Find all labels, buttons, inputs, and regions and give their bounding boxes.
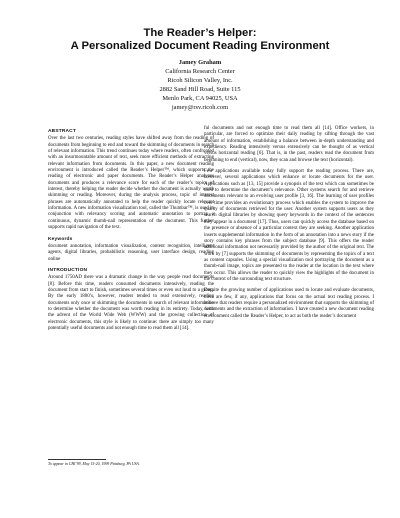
right-paragraph-3: Despite the growing number of applications used to locate and evaluate documents, there are few, if any, applications that focus on the actual text reading process. I believe that readers require a personalized environment that supports the skimming of documents and the extraction of information. I have created a new document reading environment called the Reader’s Helper, to act as both the reader’s document <box>204 288 374 319</box>
right-paragraph-1: ful documents and not enough time to read them all [14]. Office workers, in particular, are forced to optimize their daily reading by sifting through the vast amount of information, establishing a balance between in-depth understanding and expediency. Reading intensively versus extensively can be thought of as vertical versus horizontal reading [6]. That is, in the past, readers read the document from beginning to end (vertical), now, they scan and browse the text (horizontal). <box>204 126 374 163</box>
author-address-1: 2882 Sand Hill Road, Suite 115 <box>159 86 241 93</box>
author-affiliation-1: California Research Center <box>165 68 235 75</box>
right-paragraph-2: Few applications available today fully support the reading process. There are, however, several applications which enhance or locate documents for the user. Applications such as [13, 15] provide a synopsis of the text which can sometimes be used to determine the document’s relevance. Other systems search for and retrieve documents relevant to an evolving user profile [3, 16]. The learning of user profiles over time provides an evolutionary process which enables the system to improve the quality of documents retrieved for the user. Another system supports users as they search digital libraries by showing query keywords in the context of the sentences they appear in a document [17]. Thus, users can quickly access the database based on the presence or absence of a particular context they are seeking. Another application inserts supplemental information in the form of an annotation into a news story if the story contains key phrases from the subject database [9]. This offers the reader additional information not necessarily provided by the author of the original text. The work by [7] supports the skimming of documents by representing the topics of a text as content capsules. Using a special visualization tool portraying the document as a thumb-nail image, topics are presented to the reader at the location in the text where they occur. This allows the reader to quickly view the highlights of the document in the context of the surrounding text structure. <box>204 169 374 282</box>
author-affiliation-2: Ricoh Silicon Valley, Inc. <box>167 77 233 84</box>
title-line-2: A Personalized Document Reading Environment <box>70 40 330 52</box>
footnote-rule <box>48 459 106 460</box>
left-column <box>48 126 214 337</box>
author-address-2: Menlo Park, CA 94025, USA <box>162 95 238 102</box>
abstract-text: Over the last two centuries, reading styles have shifted away from the reading of documents from beginning to end and toward the skimming of documents in search of relevant information. This trend continues today where readers, often confronted with an insurmountable amount of text, seek more efficient methods of extracting relevant information from documents. In this paper, a new document reading environment is introduced called the Reader’s Helper™, which supports the reading of electronic and paper documents. The Reader’s Helper analyzes documents and produces a relevance score for each of the reader’s topics of interest, thereby helping the reader decide whether the document is actually worth skimming or reading. Moreover, during the analysis process, topic of interest phrases are automatically annotated to help the reader quickly locate relevant information. A new information visualization tool, called the Thumbar™, is used in conjunction with relevancy scoring and automatic annotation to portray a continuous, dynamic thumb-nail representation of the document. This further supports rapid navigation of the text. <box>48 136 214 231</box>
introduction-heading: INTRODUCTION <box>48 267 88 273</box>
footnote: To appear in CHI’99, May 15-20, 1999 Pittsburg, PA USA. <box>48 462 140 466</box>
abstract-heading: ABSTRACT <box>48 129 76 134</box>
paper-title <box>0 27 400 53</box>
right-column <box>204 126 374 325</box>
keywords-heading: Keywords <box>48 236 73 242</box>
title-line-1: The Reader’s Helper: <box>143 27 257 39</box>
author-email: jamey@rsv.ricoh.com <box>171 104 229 111</box>
keywords-text: document annotation, information visualization, content recognition, intelligent agents, digital libraries, probabilistic reasoning, user interface design, reading online <box>48 243 214 262</box>
author-name: Jamey Graham <box>178 59 222 66</box>
author-block <box>0 58 400 112</box>
introduction-text: Around 1750AD there was a dramatic change in the way people read documents [8]. Before this time, readers consumed documents intensively, reading the document from start to finish, sometimes several times or even out loud to a group. By the early 1800’s, however, readers tended to read extensively, reading documents only once or skimming the documents in search of relevant information to determine whether the document was worth reading in its entirety. Today, with the advent of the World Wide Web (WWW) and the growing collection of electronic documents, this style is likely to continue: there are simply too many potentially useful documents and not enough time to read them all [14]. <box>48 275 214 331</box>
